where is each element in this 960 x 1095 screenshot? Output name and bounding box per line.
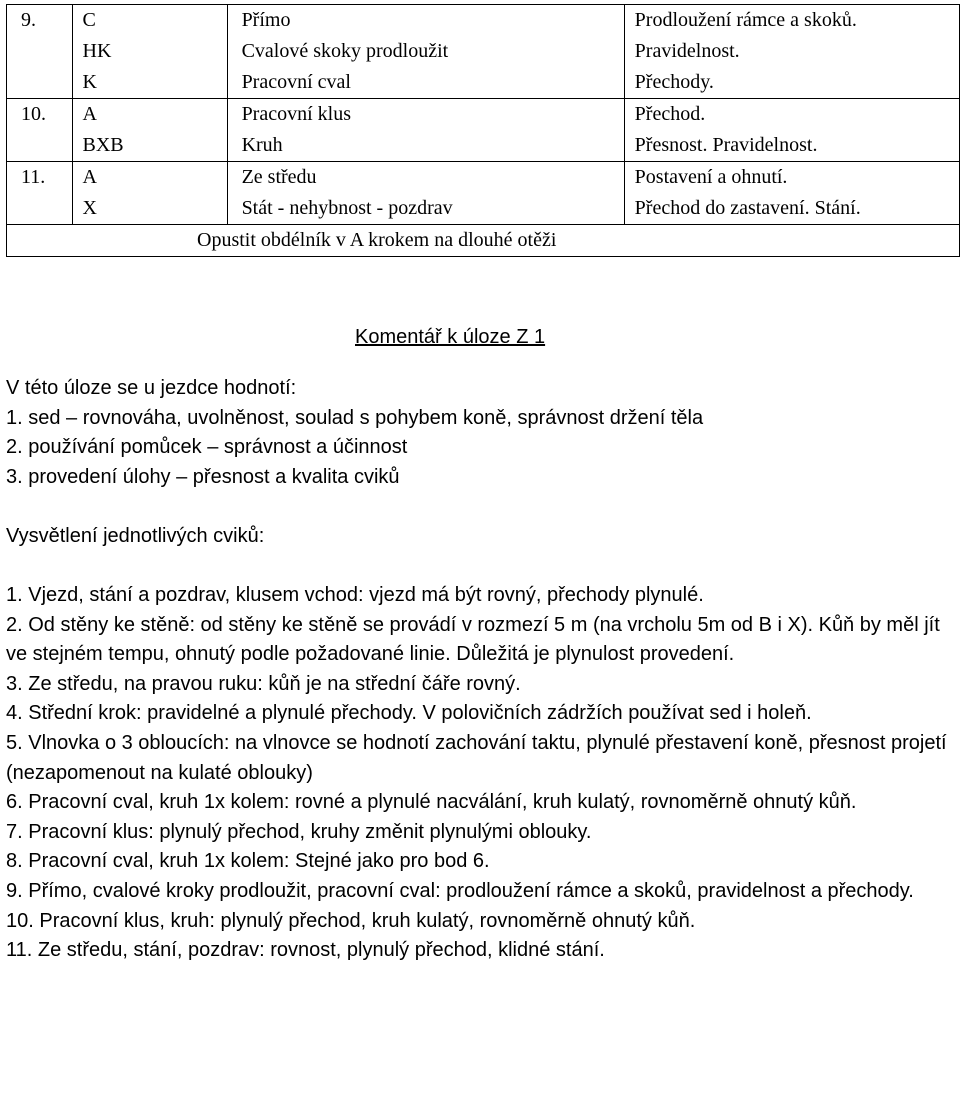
row-number: 9. [7,5,73,99]
criteria-item: 1. sed – rovnováha, uvolněnost, soulad s pohybem koně, správnost držení těla [6,406,704,429]
criteria-line: Přechod do zastavení. Stání. [634,197,861,219]
exercise-line: Kruh [241,134,283,156]
explanation-item: 10. Pracovní klus, kruh: plynulý přechod, kruh kulatý, rovnoměrně ohnutý kůň. [6,909,696,932]
explanation-item: 4. Střední krok: pravidelné a plynulé přechody. V polovičních zádržích používat sed i holeň. [6,702,812,725]
explanation-item: 5. Vlnovka o 3 obloucích: na vlnovce se hodnotí zachování taktu, plynulé přestavení koně, přesnost projetí (nezapomenout na kulaté oblouky) [6,731,947,784]
marker-letter: HK [82,40,112,62]
exercise-cell [227,99,624,162]
criteria-item: 2. používání pomůcek – správnost a účinnost [6,436,408,459]
criteria-line: Postavení a ohnutí. [634,166,788,188]
marker-letter: X [82,197,97,219]
marker-letter: K [82,71,97,93]
criteria-line: Přechod. [634,103,706,125]
exercise-line: Přímo [241,9,291,31]
explanation-item: 9. Přímo, cvalové kroky prodloužit, pracovní cval: prodloužení rámce a skoků, pravidelnost a přechody. [6,879,914,902]
exercise-line: Pracovní cval [241,71,351,93]
table-row [7,99,960,162]
criteria-cell [624,162,959,225]
marker-letter: A [82,103,97,125]
criteria-line: Prodloužení rámce a skoků. [634,9,857,31]
criteria-cell [624,5,959,99]
exercise-cell [227,162,624,225]
explanation-item: 3. Ze středu, na pravou ruku: kůň je na střední čáře rovný. [6,672,521,695]
exercise-line: Cvalové skoky prodloužit [241,40,449,62]
explanation-item: 1. Vjezd, stání a pozdrav, klusem vchod: vjezd má být rovný, přechody plynulé. [6,584,704,606]
criteria-line: Pravidelnost. [634,40,740,62]
explanation-item: 7. Pracovní klus: plynulý přechod, kruhy změnit plynulými oblouky. [6,820,592,843]
task-table [6,4,960,257]
comment-title: Komentář k úloze Z 1 [355,326,546,348]
explanation-item: 6. Pracovní cval, kruh 1x kolem: rovné a plynulé nacválání, kruh kulatý, rovnoměrně ohnutý kůň. [6,791,857,814]
table-row [7,225,960,257]
table-row [7,5,960,99]
explanation-item: 11. Ze středu, stání, pozdrav: rovnost, plynulý přechod, klidné stání. [6,939,605,962]
exercise-line: Pracovní klus [241,103,351,125]
explanation-item: 8. Pracovní cval, kruh 1x kolem: Stejné jako pro bod 6. [6,850,490,873]
criteria-cell [624,99,959,162]
marker-letter: A [82,166,97,188]
explanations-list [6,581,951,966]
marker-letter: BXB [82,134,124,156]
exit-instruction: Opustit obdélník v A krokem na dlouhé otěži [7,225,960,257]
criteria-intro: V této úloze se u jezdce hodnotí: [6,377,297,399]
explanations-heading: Vysvětlení jednotlivých cviků: [6,525,265,547]
row-number: 11. [7,162,73,225]
table-row [7,162,960,225]
exercise-line: Ze středu [241,166,317,188]
exercise-cell [227,5,624,99]
criteria-line: Přechody. [634,71,714,93]
marker-letters [72,162,227,225]
rider-criteria [6,374,951,492]
criteria-line: Přesnost. Pravidelnost. [634,134,818,156]
criteria-item: 3. provedení úlohy – přesnost a kvalita cviků [6,465,400,488]
row-number: 10. [7,99,73,162]
marker-letters [72,99,227,162]
marker-letter: C [82,9,96,31]
explanation-item: 2. Od stěny ke stěně: od stěny ke stěně se provádí v rozmezí 5 m (na vrcholu 5m od B i X). Kůň by měl jít ve stejném tempu, ohnutý podle požadované linie. Důležitá je plynulost provedení. [6,613,940,666]
exercise-line: Stát - nehybnost - pozdrav [241,197,453,219]
marker-letters [72,5,227,99]
